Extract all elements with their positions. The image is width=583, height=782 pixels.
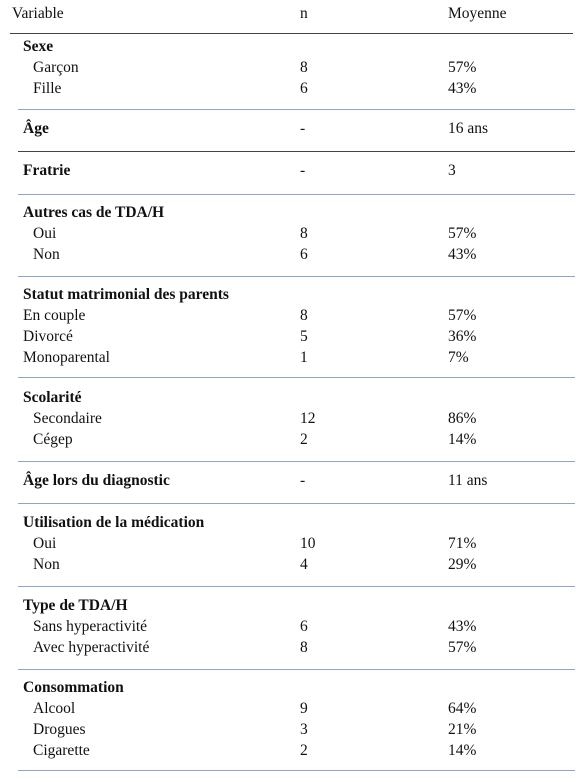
- row-n: 6: [300, 80, 308, 97]
- table-row: [0, 719, 583, 740]
- section-title: Consommation: [23, 679, 124, 696]
- section-title: Scolarité: [23, 389, 82, 406]
- section-title: Âge lors du diagnostic: [23, 472, 170, 489]
- header-row: [0, 5, 583, 25]
- row-divider: [18, 669, 575, 670]
- row-divider: [18, 770, 575, 771]
- row-divider: [18, 586, 575, 587]
- section-title-row: [0, 595, 583, 616]
- row-mean: 7%: [448, 349, 469, 366]
- row-n: 8: [300, 59, 308, 76]
- row-mean: 57%: [448, 639, 477, 656]
- table-section: [0, 36, 583, 99]
- row-mean: 57%: [448, 225, 477, 242]
- table-section: [0, 160, 583, 181]
- section-title-row: [0, 202, 583, 223]
- row-n: 5: [300, 328, 308, 345]
- row-mean: 36%: [448, 328, 477, 345]
- header-n: n: [300, 5, 308, 22]
- table-row: [0, 533, 583, 554]
- row-label: En couple: [23, 307, 86, 324]
- section-title-row: [0, 36, 583, 57]
- table-section: [0, 470, 583, 491]
- row-n: 6: [300, 618, 308, 635]
- row-mean: 57%: [448, 307, 477, 324]
- row-divider: [18, 503, 575, 504]
- section-title-row: [0, 118, 583, 139]
- row-label: Oui: [33, 535, 57, 552]
- row-mean: 71%: [448, 535, 477, 552]
- table-row: [0, 223, 583, 244]
- table-section: [0, 512, 583, 575]
- section-n: -: [300, 162, 306, 179]
- table-row: [0, 78, 583, 99]
- row-label: Cégep: [33, 431, 73, 448]
- row-n: 3: [300, 721, 308, 738]
- table-row: [0, 326, 583, 347]
- row-mean: 14%: [448, 431, 477, 448]
- row-n: 1: [300, 349, 308, 366]
- row-n: 8: [300, 307, 308, 324]
- row-label: Avec hyperactivité: [33, 639, 150, 656]
- table-row: [0, 57, 583, 78]
- row-label: Oui: [33, 225, 57, 242]
- table-section: [0, 387, 583, 450]
- row-label: Garçon: [33, 59, 79, 76]
- row-n: 10: [300, 535, 316, 552]
- row-label: Monoparental: [23, 349, 110, 366]
- section-n: -: [300, 120, 306, 137]
- row-mean: 14%: [448, 742, 477, 759]
- table-section: [0, 118, 583, 139]
- header-mean: Moyenne: [448, 5, 507, 22]
- row-label: Secondaire: [33, 410, 102, 427]
- section-title: Autres cas de TDA/H: [23, 204, 165, 221]
- row-mean: 43%: [448, 80, 477, 97]
- row-mean: 43%: [448, 246, 477, 263]
- row-label: Cigarette: [33, 742, 90, 759]
- section-title-row: [0, 470, 583, 491]
- row-mean: 86%: [448, 410, 477, 427]
- row-label: Alcool: [33, 700, 76, 717]
- section-title: Statut matrimonial des parents: [23, 286, 229, 303]
- row-divider: [18, 194, 575, 195]
- section-title: Type de TDA/H: [23, 597, 128, 614]
- table-row: [0, 637, 583, 658]
- row-n: 8: [300, 225, 308, 242]
- section-title-row: [0, 284, 583, 305]
- row-label: Non: [33, 246, 60, 263]
- table-section: [0, 677, 583, 761]
- row-n: 8: [300, 639, 308, 656]
- row-label: Non: [33, 556, 60, 573]
- section-title: Sexe: [23, 38, 54, 55]
- row-n: 2: [300, 431, 308, 448]
- section-n: -: [300, 472, 306, 489]
- row-mean: 29%: [448, 556, 477, 573]
- row-n: 9: [300, 700, 308, 717]
- row-label: Sans hyperactivité: [33, 618, 148, 635]
- section-title-row: [0, 677, 583, 698]
- section-title: Âge: [23, 120, 49, 137]
- row-mean: 64%: [448, 700, 477, 717]
- table-section: [0, 202, 583, 265]
- row-divider: [18, 377, 575, 378]
- table-row: [0, 740, 583, 761]
- row-n: 2: [300, 742, 308, 759]
- row-label: Fille: [33, 80, 62, 97]
- section-title-row: [0, 512, 583, 533]
- section-title-row: [0, 160, 583, 181]
- section-title: Utilisation de la médication: [23, 514, 205, 531]
- row-mean: 21%: [448, 721, 477, 738]
- row-divider: [10, 33, 573, 34]
- row-label: Divorcé: [23, 328, 73, 345]
- row-label: Drogues: [33, 721, 86, 738]
- row-divider: [18, 276, 575, 277]
- table-row: [0, 408, 583, 429]
- table-row: [0, 305, 583, 326]
- row-divider: [18, 151, 575, 152]
- section-mean: 11 ans: [448, 472, 488, 489]
- row-mean: 57%: [448, 59, 477, 76]
- table-row: [0, 347, 583, 368]
- section-mean: 3: [448, 162, 456, 179]
- section-title-row: [0, 387, 583, 408]
- section-title: Fratrie: [23, 162, 71, 179]
- table-row: [0, 698, 583, 719]
- row-divider: [18, 461, 575, 462]
- table-section: [0, 595, 583, 658]
- table-row: [0, 616, 583, 637]
- header-variable: Variable: [12, 5, 64, 22]
- row-mean: 43%: [448, 618, 477, 635]
- section-mean: 16 ans: [448, 120, 489, 137]
- row-n: 6: [300, 246, 308, 263]
- table-row: [0, 244, 583, 265]
- table-row: [0, 429, 583, 450]
- row-divider: [18, 109, 575, 110]
- row-n: 4: [300, 556, 308, 573]
- table-section: [0, 284, 583, 368]
- row-n: 12: [300, 410, 316, 427]
- table-row: [0, 554, 583, 575]
